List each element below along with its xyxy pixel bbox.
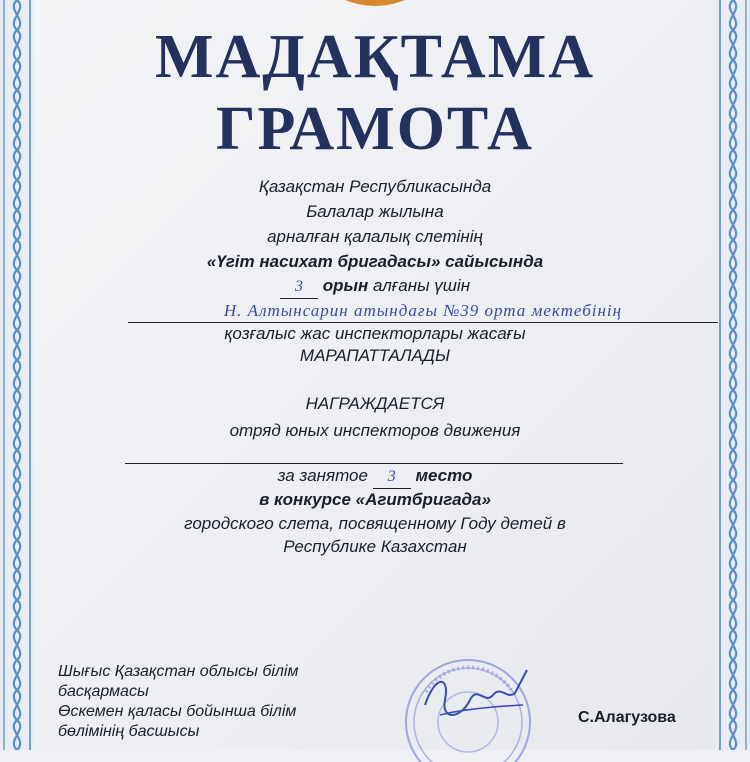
kz-line-3: арналған қалалық слетінің — [267, 227, 483, 246]
ru-line-6: Республике Казахстан — [283, 537, 467, 556]
kz-place-value: 3 — [280, 276, 318, 299]
ru-line-2: отряд юных инспекторов движения — [229, 421, 521, 440]
kz-line-5 — [40, 275, 710, 299]
emblem-icon — [335, 0, 415, 8]
ru-line-1: НАГРАЖДАЕТСЯ — [305, 394, 445, 413]
ru-line-3 — [40, 465, 710, 489]
signature-icon — [415, 665, 535, 735]
org-line-3: Өскемен қаласы бойынша білім — [58, 703, 297, 720]
kz-place-word: орын — [322, 276, 369, 295]
kz-line-8: МАРАПАТТАЛАДЫ — [299, 346, 451, 365]
org-line-1: Шығыс Қазақстан облысы білім — [58, 663, 299, 680]
ru-place-value: 3 — [373, 466, 411, 489]
kz-line-7: қозғалыс жас инспекторлары жасағы — [224, 324, 526, 343]
handwritten-school-name: Н. Алтынсарин атындағы №39 орта мектебінің — [128, 300, 718, 323]
title-kazakh: МАДАҚТАМА — [154, 23, 595, 91]
ru-line-4: в конкурсе «Агитбригада» — [259, 490, 491, 509]
ru-line-5: городского слета, посвященному Году детей в — [184, 514, 566, 533]
org-line-4: бөлімінің басшысы — [58, 723, 200, 740]
kz-line-2: Балалар жылына — [306, 202, 444, 221]
kz-place-rest: алғаны үшін — [372, 276, 471, 295]
title-russian: ГРАМОТА — [216, 95, 534, 163]
signatory-position — [58, 662, 298, 742]
ru-place-word: место — [415, 466, 473, 485]
kz-line-4: «Үгіт насихат бригадасы» сайысында — [206, 252, 544, 271]
ru-place-pre: за занятое — [277, 466, 368, 485]
signatory-name: С.Алагузова — [578, 709, 676, 726]
org-line-2: басқармасы — [58, 683, 149, 700]
blank-underline — [125, 462, 623, 464]
kz-line-1: Қазақстан Республикасында — [258, 177, 492, 196]
